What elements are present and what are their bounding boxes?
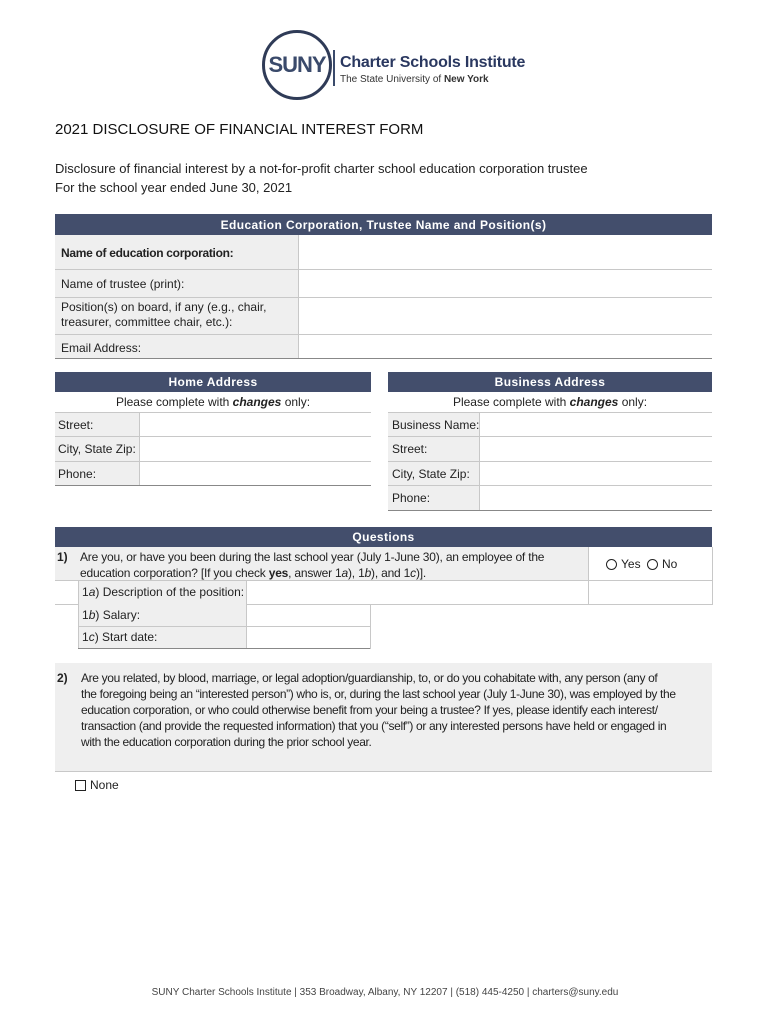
education-corporation-label: Name of education corporation: (61, 246, 234, 260)
business-phone-field[interactable] (480, 486, 712, 510)
q1c-prefix: 1 (82, 630, 89, 644)
positions-field[interactable] (299, 298, 712, 334)
page-footer: SUNY Charter Schools Institute | 353 Broadway, Albany, NY 12207 | (518) 445-4250 | charters@suny.edu (151, 987, 619, 998)
subtitle-line: Disclosure of financial interest by a not-for-profit charter school education corporation trustee (55, 161, 588, 176)
questions-header: Questions (55, 527, 712, 547)
business-street-label: Street: (392, 442, 428, 456)
q1b-salary-field[interactable] (247, 605, 370, 626)
logo-title: Charter Schools Institute (340, 54, 526, 71)
q1c-letter: c (88, 630, 95, 644)
education-corporation-field[interactable] (299, 236, 712, 269)
note-prefix: Please complete with (452, 395, 570, 409)
question-1-line: Are you, or have you been during the last school year (July 1-June 30), an employee of the (80, 550, 545, 564)
q1b-label (82, 608, 140, 622)
logo-subtitle-prefix: The State University of (340, 74, 444, 85)
note-emphasis: changes (232, 395, 282, 409)
email-label: Email Address: (61, 341, 142, 355)
question-2-line: transaction (and provide the requested information) that you (“self”) or any interested persons have held or engaged in (81, 719, 667, 733)
email-field[interactable] (299, 335, 712, 358)
home-address-note (55, 395, 371, 409)
question-2-text (81, 670, 709, 750)
q1-text-bold: yes (268, 566, 289, 580)
q1-text-part: education corporation? [If you check (80, 566, 269, 580)
question-2-line: education corporation, or who could otherwise benefit from your being a trustee? If yes, please identify each interest/ (81, 703, 658, 717)
home-city-field[interactable] (140, 437, 371, 461)
subtitle-line: For the school year ended June 30, 2021 (55, 180, 293, 195)
q1-text-part: )]. (415, 566, 427, 580)
home-address-header: Home Address (55, 372, 371, 392)
yes-label: Yes (621, 557, 641, 571)
logo-subtitle (340, 74, 489, 85)
q1c-label (82, 630, 157, 644)
section-bottom-border (55, 485, 371, 486)
section-bottom-border (55, 358, 712, 359)
home-street-label: Street: (58, 418, 94, 432)
question-2-line: the foregoing being an “interested person”) who is, or, during the last school year (July 1-June 30), was employed by the (81, 687, 676, 701)
q1b-letter: b (88, 608, 96, 622)
no-radio[interactable] (647, 559, 658, 570)
logo-divider (333, 50, 335, 86)
q1a-label (82, 585, 244, 599)
business-city-field[interactable] (480, 462, 712, 485)
suny-logo-circle (262, 30, 332, 100)
business-city-label: City, State Zip: (392, 467, 470, 481)
trustee-name-label: Name of trustee (print): (61, 277, 185, 291)
question-2-line: with the education corporation during the prior school year. (81, 735, 372, 749)
q1-text-part: , answer 1 (288, 566, 342, 580)
question-1-line (80, 565, 585, 581)
business-street-field[interactable] (480, 437, 712, 461)
note-suffix: only: (281, 395, 311, 409)
question-1-number: 1) (57, 550, 68, 564)
none-option[interactable] (75, 778, 119, 792)
q1a-letter: a (88, 585, 96, 599)
home-phone-field[interactable] (140, 462, 371, 485)
logo-subtitle-bold: New York (443, 74, 489, 85)
suny-logo-mark: SUNY (268, 52, 326, 77)
q1a-position-field[interactable] (247, 581, 712, 604)
no-label: No (662, 557, 678, 571)
question-2-bottom-border (55, 771, 712, 772)
q1-text-italic: b (364, 566, 372, 580)
question-1-no-option[interactable] (647, 557, 677, 571)
section-bottom-border (388, 510, 712, 511)
note-suffix: only: (618, 395, 648, 409)
positions-label: Position(s) on board, if any (e.g., chair, treasurer, committee chair, etc.): (61, 300, 267, 329)
business-name-field[interactable] (480, 413, 712, 436)
q1-sub-left-border (78, 580, 79, 649)
question-2-number: 2) (57, 671, 68, 685)
note-prefix: Please complete with (115, 395, 233, 409)
none-label: None (90, 778, 119, 792)
q1b-suffix: ) Salary: (95, 608, 141, 622)
business-phone-label: Phone: (392, 491, 431, 505)
business-address-note (388, 395, 712, 409)
form-subtitle (55, 159, 588, 197)
q1-text-part: ), 1 (348, 566, 365, 580)
q1c-suffix: ) Start date: (94, 630, 158, 644)
business-address-header: Business Address (388, 372, 712, 392)
trustee-section-header: Education Corporation, Trustee Name and Position(s) (55, 214, 712, 235)
note-emphasis: changes (569, 395, 619, 409)
yes-radio[interactable] (606, 559, 617, 570)
q1-text-italic: c (410, 566, 416, 580)
q1a-suffix: ) Description of the position: (95, 585, 245, 599)
question-2-line: Are you related, by blood, marriage, or legal adoption/guardianship, to, or do you cohabitate with, any person (any of (81, 671, 658, 685)
right-border (712, 547, 713, 605)
home-city-label: City, State Zip: (58, 442, 136, 456)
form-title: 2021 DISCLOSURE OF FINANCIAL INTEREST FORM (55, 121, 424, 138)
q1-sub-right-border (370, 604, 371, 649)
trustee-name-field[interactable] (299, 270, 712, 297)
q1b-prefix: 1 (82, 608, 89, 622)
q1-text-italic: a (341, 566, 349, 580)
question-1-text (80, 549, 585, 581)
home-street-field[interactable] (140, 413, 371, 436)
business-name-label: Business Name: (392, 418, 480, 432)
q1c-start-date-field[interactable] (247, 627, 370, 648)
section-bottom-border (78, 648, 370, 649)
q1-text-part: ), and 1 (371, 566, 411, 580)
none-checkbox[interactable] (75, 780, 86, 791)
question-1-yes-option[interactable] (606, 557, 641, 571)
q1a-prefix: 1 (82, 585, 89, 599)
home-phone-label: Phone: (58, 467, 97, 481)
